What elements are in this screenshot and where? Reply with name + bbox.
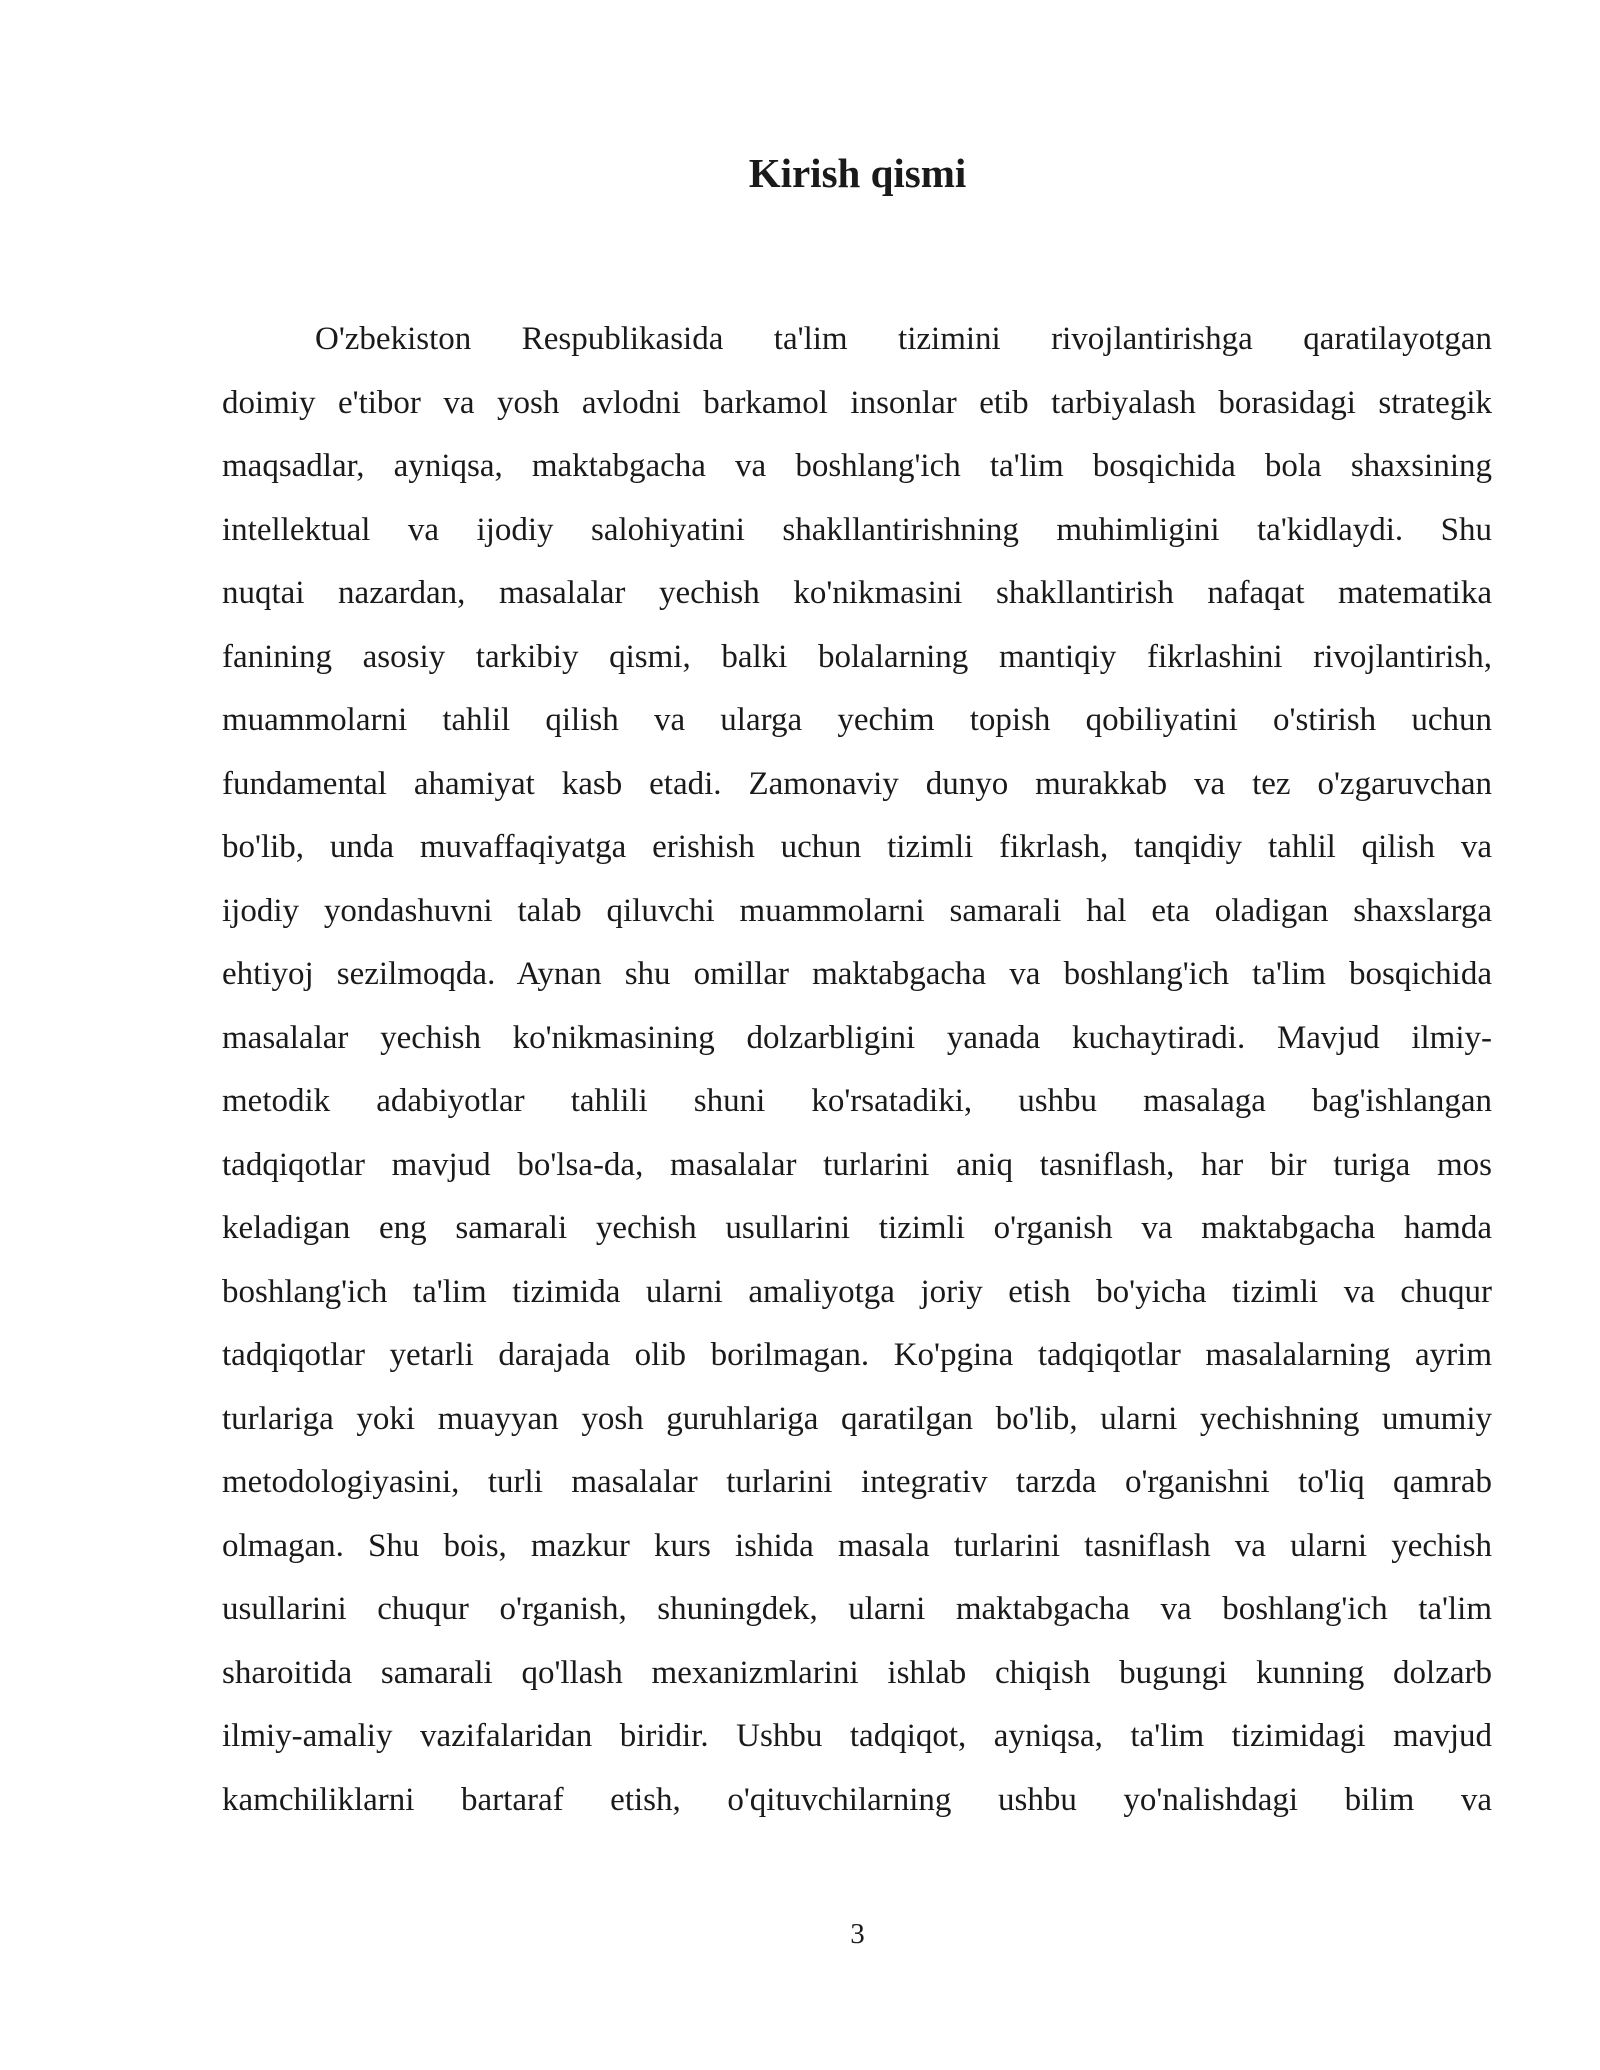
text-line: tadqiqotlar yetarli darajada olib borilmagan. Ko'pgina tadqiqotlar masalalarning ayrim <box>222 1337 1492 1373</box>
text-line: nuqtai nazardan, masalalar yechish ko'nikmasini shakllantirish nafaqat matematika <box>222 575 1492 611</box>
text-line: muammolarni tahlil qilish va ularga yechim topish qobiliyatini o'stirish uchun <box>222 702 1492 738</box>
text-line: metodik adabiyotlar tahlili shuni ko'rsatadiki, ushbu masalaga bag'ishlangan <box>222 1083 1492 1119</box>
page-title: Kirish qismi <box>748 150 967 196</box>
text-line: usullarini chuqur o'rganish, shuningdek, ularni maktabgacha va boshlang'ich ta'lim <box>222 1591 1492 1627</box>
text-line: ijodiy yondashuvni talab qiluvchi muammolarni samarali hal eta oladigan shaxslarga <box>222 892 1492 929</box>
body-paragraph <box>222 308 1492 1838</box>
text-line: sharoitida samarali qo'llash mexanizmlarini ishlab chiqish bugungi kunning dolzarb <box>222 1654 1492 1691</box>
text-line: metodologiyasini, turli masalalar turlarini integrativ tarzda o'rganishni to'liq qamrab <box>222 1464 1492 1500</box>
text-line: ilmiy-amaliy vazifalaridan biridir. Ushbu tadqiqot, ayniqsa, ta'lim tizimidagi mavjud <box>222 1718 1492 1754</box>
text-line: boshlang'ich ta'lim tizimida ularni amaliyotga joriy etish bo'yicha tizimli va chuqur <box>222 1273 1492 1310</box>
page-number: 3 <box>850 1918 865 1950</box>
text-line: doimiy e'tibor va yosh avlodni barkamol insonlar etib tarbiyalash borasidagi strategik <box>222 384 1492 421</box>
text-line: O'zbekiston Respublikasida ta'lim tizimini rivojlantirishga qaratilayotgan <box>315 321 1492 357</box>
text-line: olmagan. Shu bois, mazkur kurs ishida masala turlarini tasniflash va ularni yechish <box>222 1527 1492 1564</box>
text-line: bo'lib, unda muvaffaqiyatga erishish uchun tizimli fikrlash, tanqidiy tahlil qilish va <box>222 829 1492 865</box>
text-line: ehtiyoj sezilmoqda. Aynan shu omillar maktabgacha va boshlang'ich ta'lim bosqichida <box>222 956 1492 992</box>
text-line: turlariga yoki muayyan yosh guruhlariga qaratilgan bo'lib, ularni yechishning umumiy <box>222 1400 1492 1437</box>
text-line: masalalar yechish ko'nikmasining dolzarbligini yanada kuchaytiradi. Mavjud ilmiy- <box>222 1019 1492 1056</box>
text-line: intellektual va ijodiy salohiyatini shakllantirishning muhimligini ta'kidlaydi. Shu <box>222 511 1492 548</box>
text-line: keladigan eng samarali yechish usullarini tizimli o'rganish va maktabgacha hamda <box>222 1210 1492 1246</box>
text-line: maqsadlar, ayniqsa, maktabgacha va boshlang'ich ta'lim bosqichida bola shaxsining <box>222 448 1492 484</box>
text-line: fanining asosiy tarkibiy qismi, balki bolalarning mantiqiy fikrlashini rivojlantirish, <box>222 638 1492 675</box>
text-line: kamchiliklarni bartaraf etish, o'qituvchilarning ushbu yo'nalishdagi bilim va <box>222 1781 1492 1818</box>
text-line: fundamental ahamiyat kasb etadi. Zamonaviy dunyo murakkab va tez o'zgaruvchan <box>222 765 1492 802</box>
text-line: tadqiqotlar mavjud bo'lsa-da, masalalar turlarini aniq tasniflash, har bir turiga mos <box>222 1146 1492 1183</box>
